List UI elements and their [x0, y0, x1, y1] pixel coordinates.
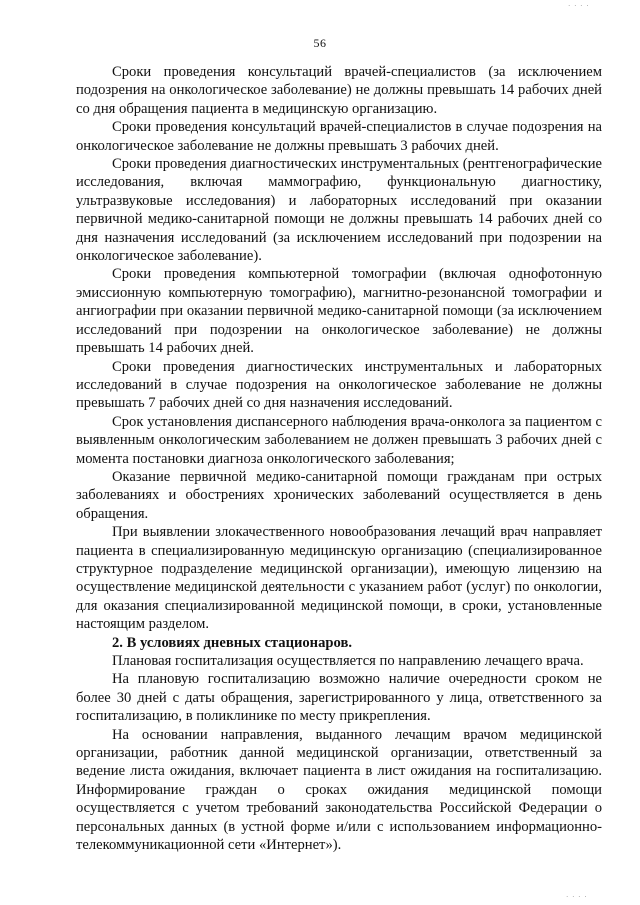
- scan-mark-bottom: · · · ·: [566, 893, 588, 901]
- paragraph-diagnostic-deadline: Сроки проведения диагностических инструментальных (рентгенографические исследования, включая маммографию, функциональную диагностику, ультразвуковые исследования) и лабораторных исследований при оказании первичной медико-санитарной помощи не должны превышать 14 рабочих дней со дня назначения исследований (за исключением исследований при подозрении на онкологическое заболевание).: [76, 156, 602, 265]
- scan-mark-top: · · · ·: [568, 2, 590, 10]
- paragraph-waiting-list: На основании направления, выданного лечащим врачом медицинской организации, работник данной медицинской организации, ответственный за ведение листа ожидания, включает пациента в лист ожидания на госпитализацию. Информирование граждан о сроках ожидания медицинской помощи осуществляется с учетом требований законодательства Российской Федерации о персональных данных (в устной форме и/или с использованием информационно-телекоммуникационной сети «Интернет»).: [76, 726, 602, 854]
- paragraph-oncology-consultation-deadline: Сроки проведения консультаций врачей-специалистов в случае подозрения на онкологическое заболевание не должны превышать 3 рабочих дней.: [76, 119, 602, 154]
- page-content: [76, 63, 602, 854]
- paragraph-consultation-deadline: Сроки проведения консультаций врачей-специалистов (за исключением подозрения на онкологическое заболевание) не должны превышать 14 рабочих дней со дня обращения пациента в медицинскую организацию.: [76, 64, 602, 117]
- paragraph-queue-period: На плановую госпитализацию возможно наличие очередности сроком не более 30 дней с даты обращения, зарегистрированного у лица, ответственного за госпитализацию, в поликлинике по месту прикрепления.: [76, 671, 602, 725]
- paragraph-oncology-diagnostic-deadline: Сроки проведения диагностических инструментальных и лабораторных исследований в случае подозрения на онкологическое заболевание не должны превышать 7 рабочих дней со дня назначения исследований.: [76, 358, 602, 412]
- paragraph-malignancy-referral: При выявлении злокачественного новообразования лечащий врач направляет пациента в специализированную медицинскую организацию (специализированное структурное подразделение медицинской организации), имеющую лицензию на осуществление медицинской деятельности с указанием работ (услуг) по онкологии, для оказания специализированной медицинской помощи, в сроки, установленные настоящим разделом.: [76, 524, 602, 633]
- paragraph-acute-care: Оказание первичной медико-санитарной помощи гражданам при острых заболеваниях и обострениях хронических заболеваний осуществляется в день обращения.: [76, 468, 602, 522]
- page-number: 56: [313, 36, 327, 50]
- paragraph-tomography-deadline: Сроки проведения компьютерной томографии (включая однофотонную эмиссионную компьютерную томографию), магнитно-резонансной томографии и ангиографии при оказании первичной медико-санитарной помощи (за исключением исследований при подозрении на онкологическое заболевание) не должны превышать 14 рабочих дней.: [76, 266, 602, 357]
- paragraph-planned-hospitalization: Плановая госпитализация осуществляется по направлению лечащего врача.: [112, 653, 584, 669]
- paragraph-dispensary-observation-deadline: Срок установления диспансерного наблюдения врача-онколога за пациентом с выявленным онкологическим заболеванием не должен превышать 3 рабочих дней с момента постановки диагноза онкологического заболевания;: [76, 413, 602, 467]
- section-heading: 2. В условиях дневных стационаров.: [112, 634, 352, 651]
